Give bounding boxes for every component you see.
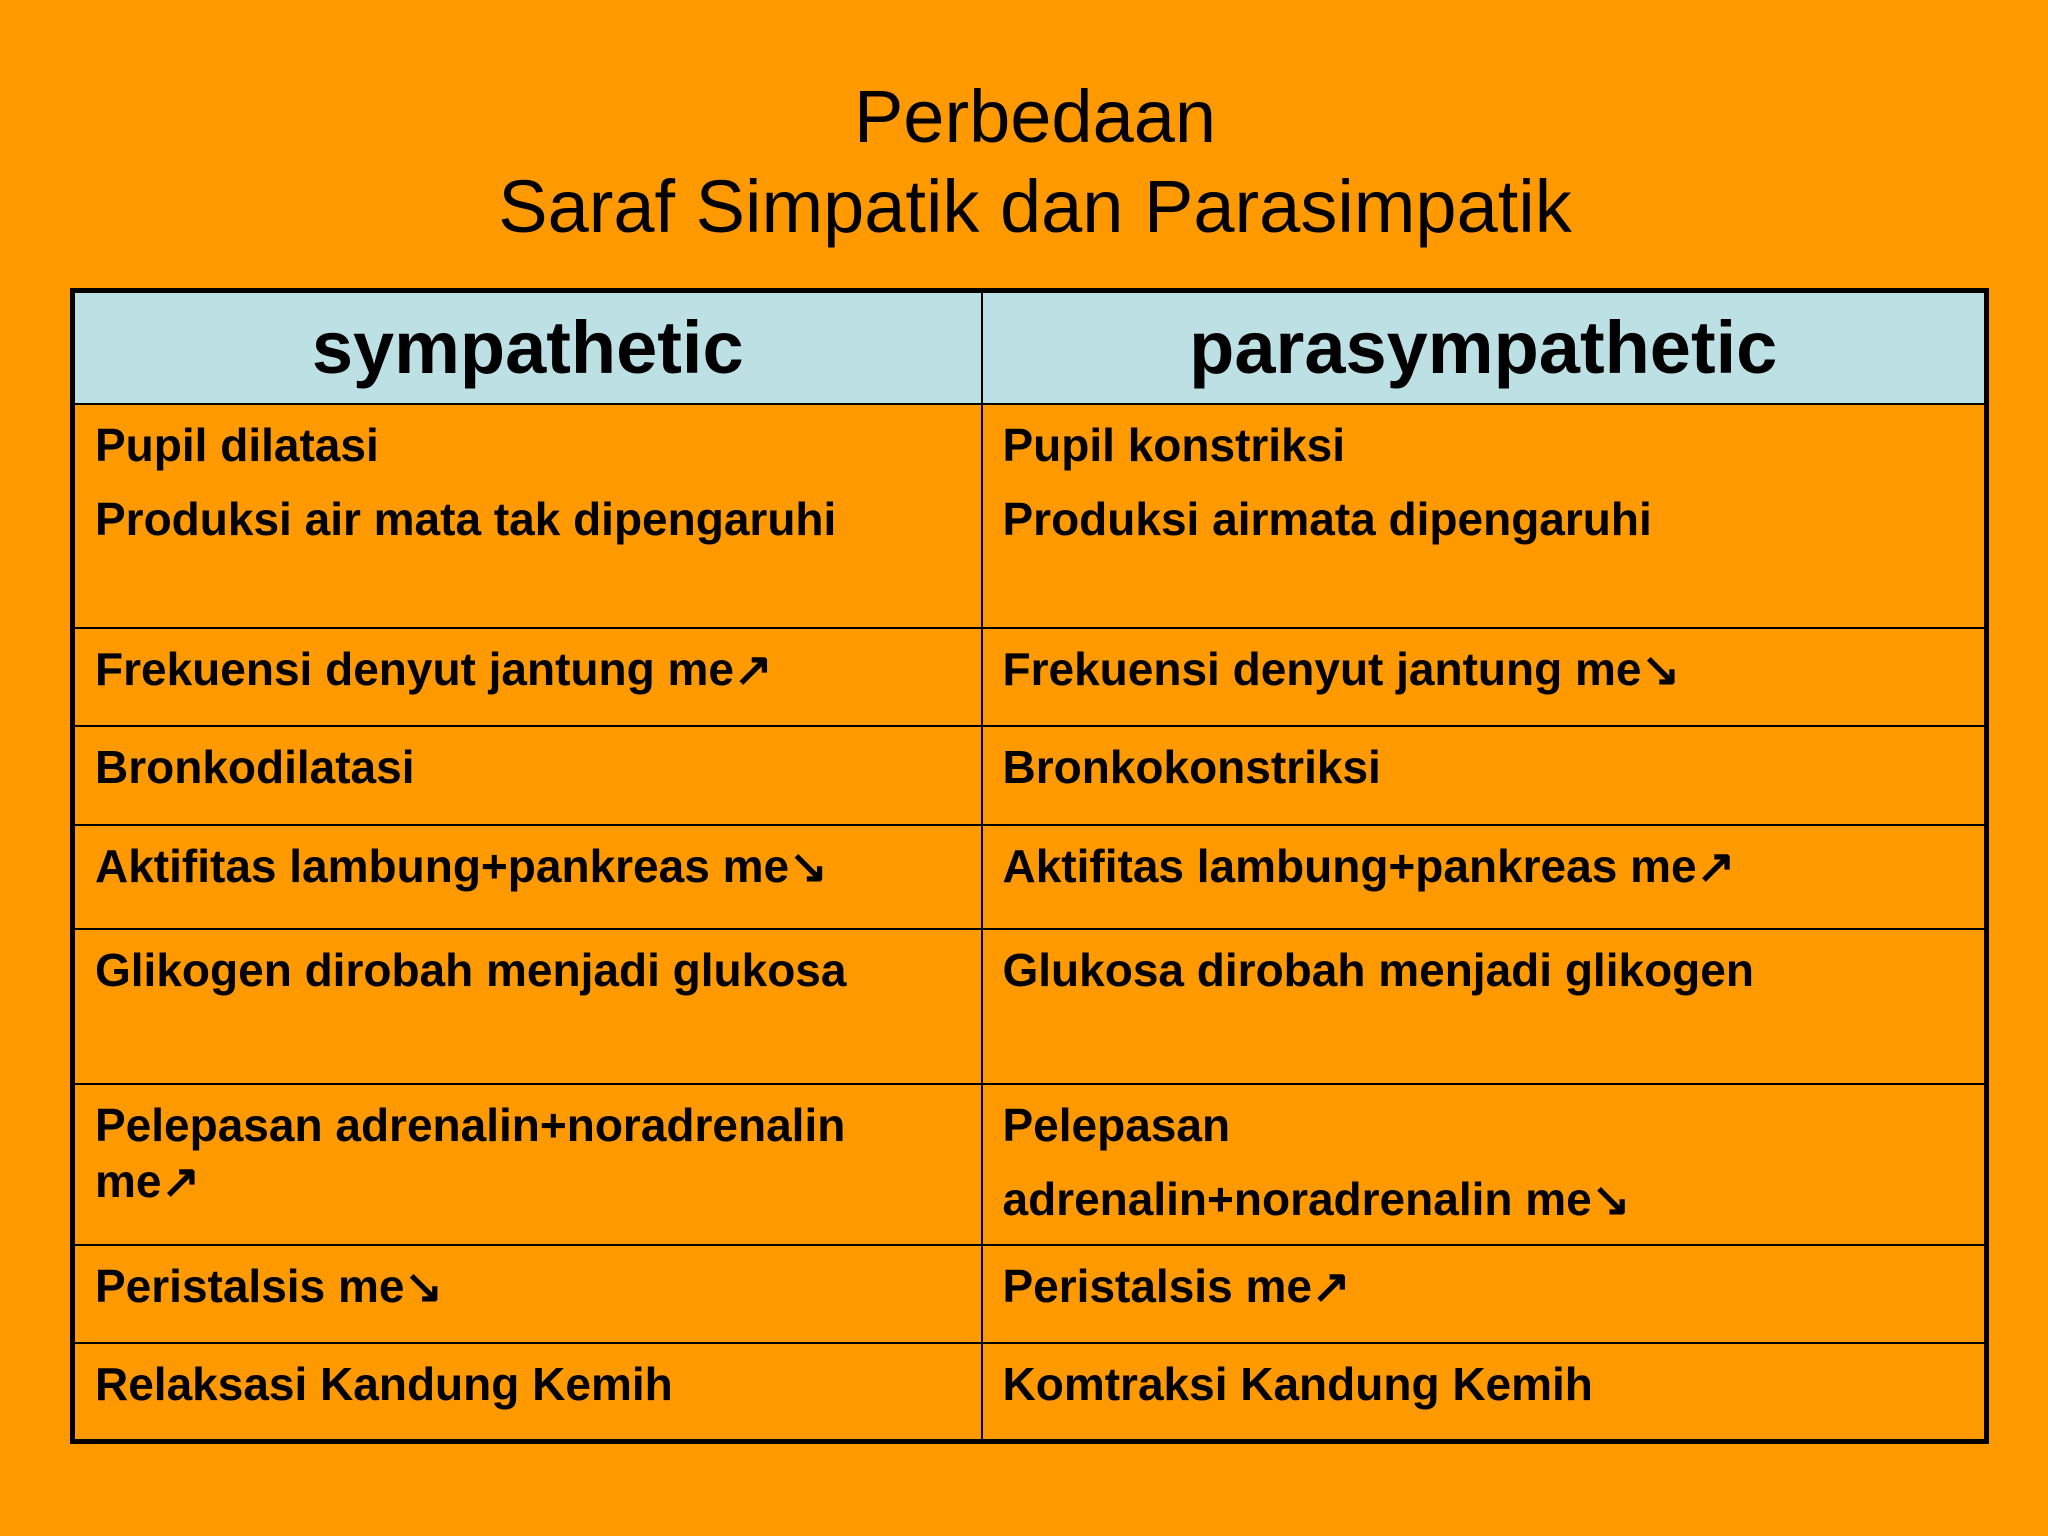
cell-line: Peristalsis me↘ [95,1260,443,1312]
cell-sympathetic [73,929,982,1084]
comparison-table [70,288,1989,1444]
table-row [73,1245,1987,1343]
cell-line: me↗ [95,1155,201,1207]
table-row [73,404,1987,628]
cell-sympathetic [73,628,982,726]
cell-line: Aktifitas lambung+pankreas me↘ [95,840,828,892]
table-row [73,825,1987,929]
header-parasympathetic: parasympathetic [982,291,1987,405]
table-row [73,726,1987,825]
cell-line: Bronkodilatasi [95,741,415,793]
cell-parasympathetic [982,825,1987,929]
title-line-2: Saraf Simpatik dan Parasimpatik [498,165,1572,248]
cell-line: Pupil konstriksi [1002,419,1346,471]
cell-sympathetic [73,404,982,628]
cell-line: Frekuensi denyut jantung me↗ [95,643,773,695]
cell-line: Komtraksi Kandung Kemih [1002,1358,1593,1410]
cell-sympathetic [73,1245,982,1343]
cell-line: Aktifitas lambung+pankreas me↗ [1002,840,1736,892]
cell-line: Relaksasi Kandung Kemih [95,1358,673,1410]
cell-sympathetic [73,1084,982,1245]
cell-parasympathetic [982,1343,1987,1441]
cell-line: Pupil dilatasi [95,419,379,471]
cell-parasympathetic [982,929,1987,1084]
table-row [73,929,1987,1084]
slide-title [0,72,2048,252]
cell-line: Pelepasan adrenalin+noradrenalin [95,1099,846,1151]
table-row [73,1343,1987,1441]
cell-parasympathetic [982,628,1987,726]
cell-sympathetic [73,1343,982,1441]
cell-sympathetic [73,726,982,825]
cell-line: Produksi airmata dipengaruhi [1002,493,1652,545]
table-row [73,628,1987,726]
cell-line: Produksi air mata tak dipengaruhi [95,493,837,545]
cell-parasympathetic [982,726,1987,825]
cell-sympathetic [73,825,982,929]
cell-parasympathetic [982,1084,1987,1245]
cell-line: Bronkokonstriksi [1002,741,1381,793]
cell-line: Glikogen dirobah menjadi glukosa [95,944,847,996]
cell-line: Peristalsis me↗ [1002,1260,1351,1312]
cell-parasympathetic [982,1245,1987,1343]
cell-line: Glukosa dirobah menjadi glikogen [1002,944,1754,996]
cell-line: Frekuensi denyut jantung me↘ [1002,643,1681,695]
table-row [73,1084,1987,1245]
cell-parasympathetic [982,404,1987,628]
header-row [73,291,1987,405]
cell-line: Pelepasan [1002,1099,1231,1151]
cell-line: adrenalin+noradrenalin me↘ [1002,1173,1631,1225]
title-line-1: Perbedaan [853,75,1217,158]
header-sympathetic: sympathetic [73,291,982,405]
